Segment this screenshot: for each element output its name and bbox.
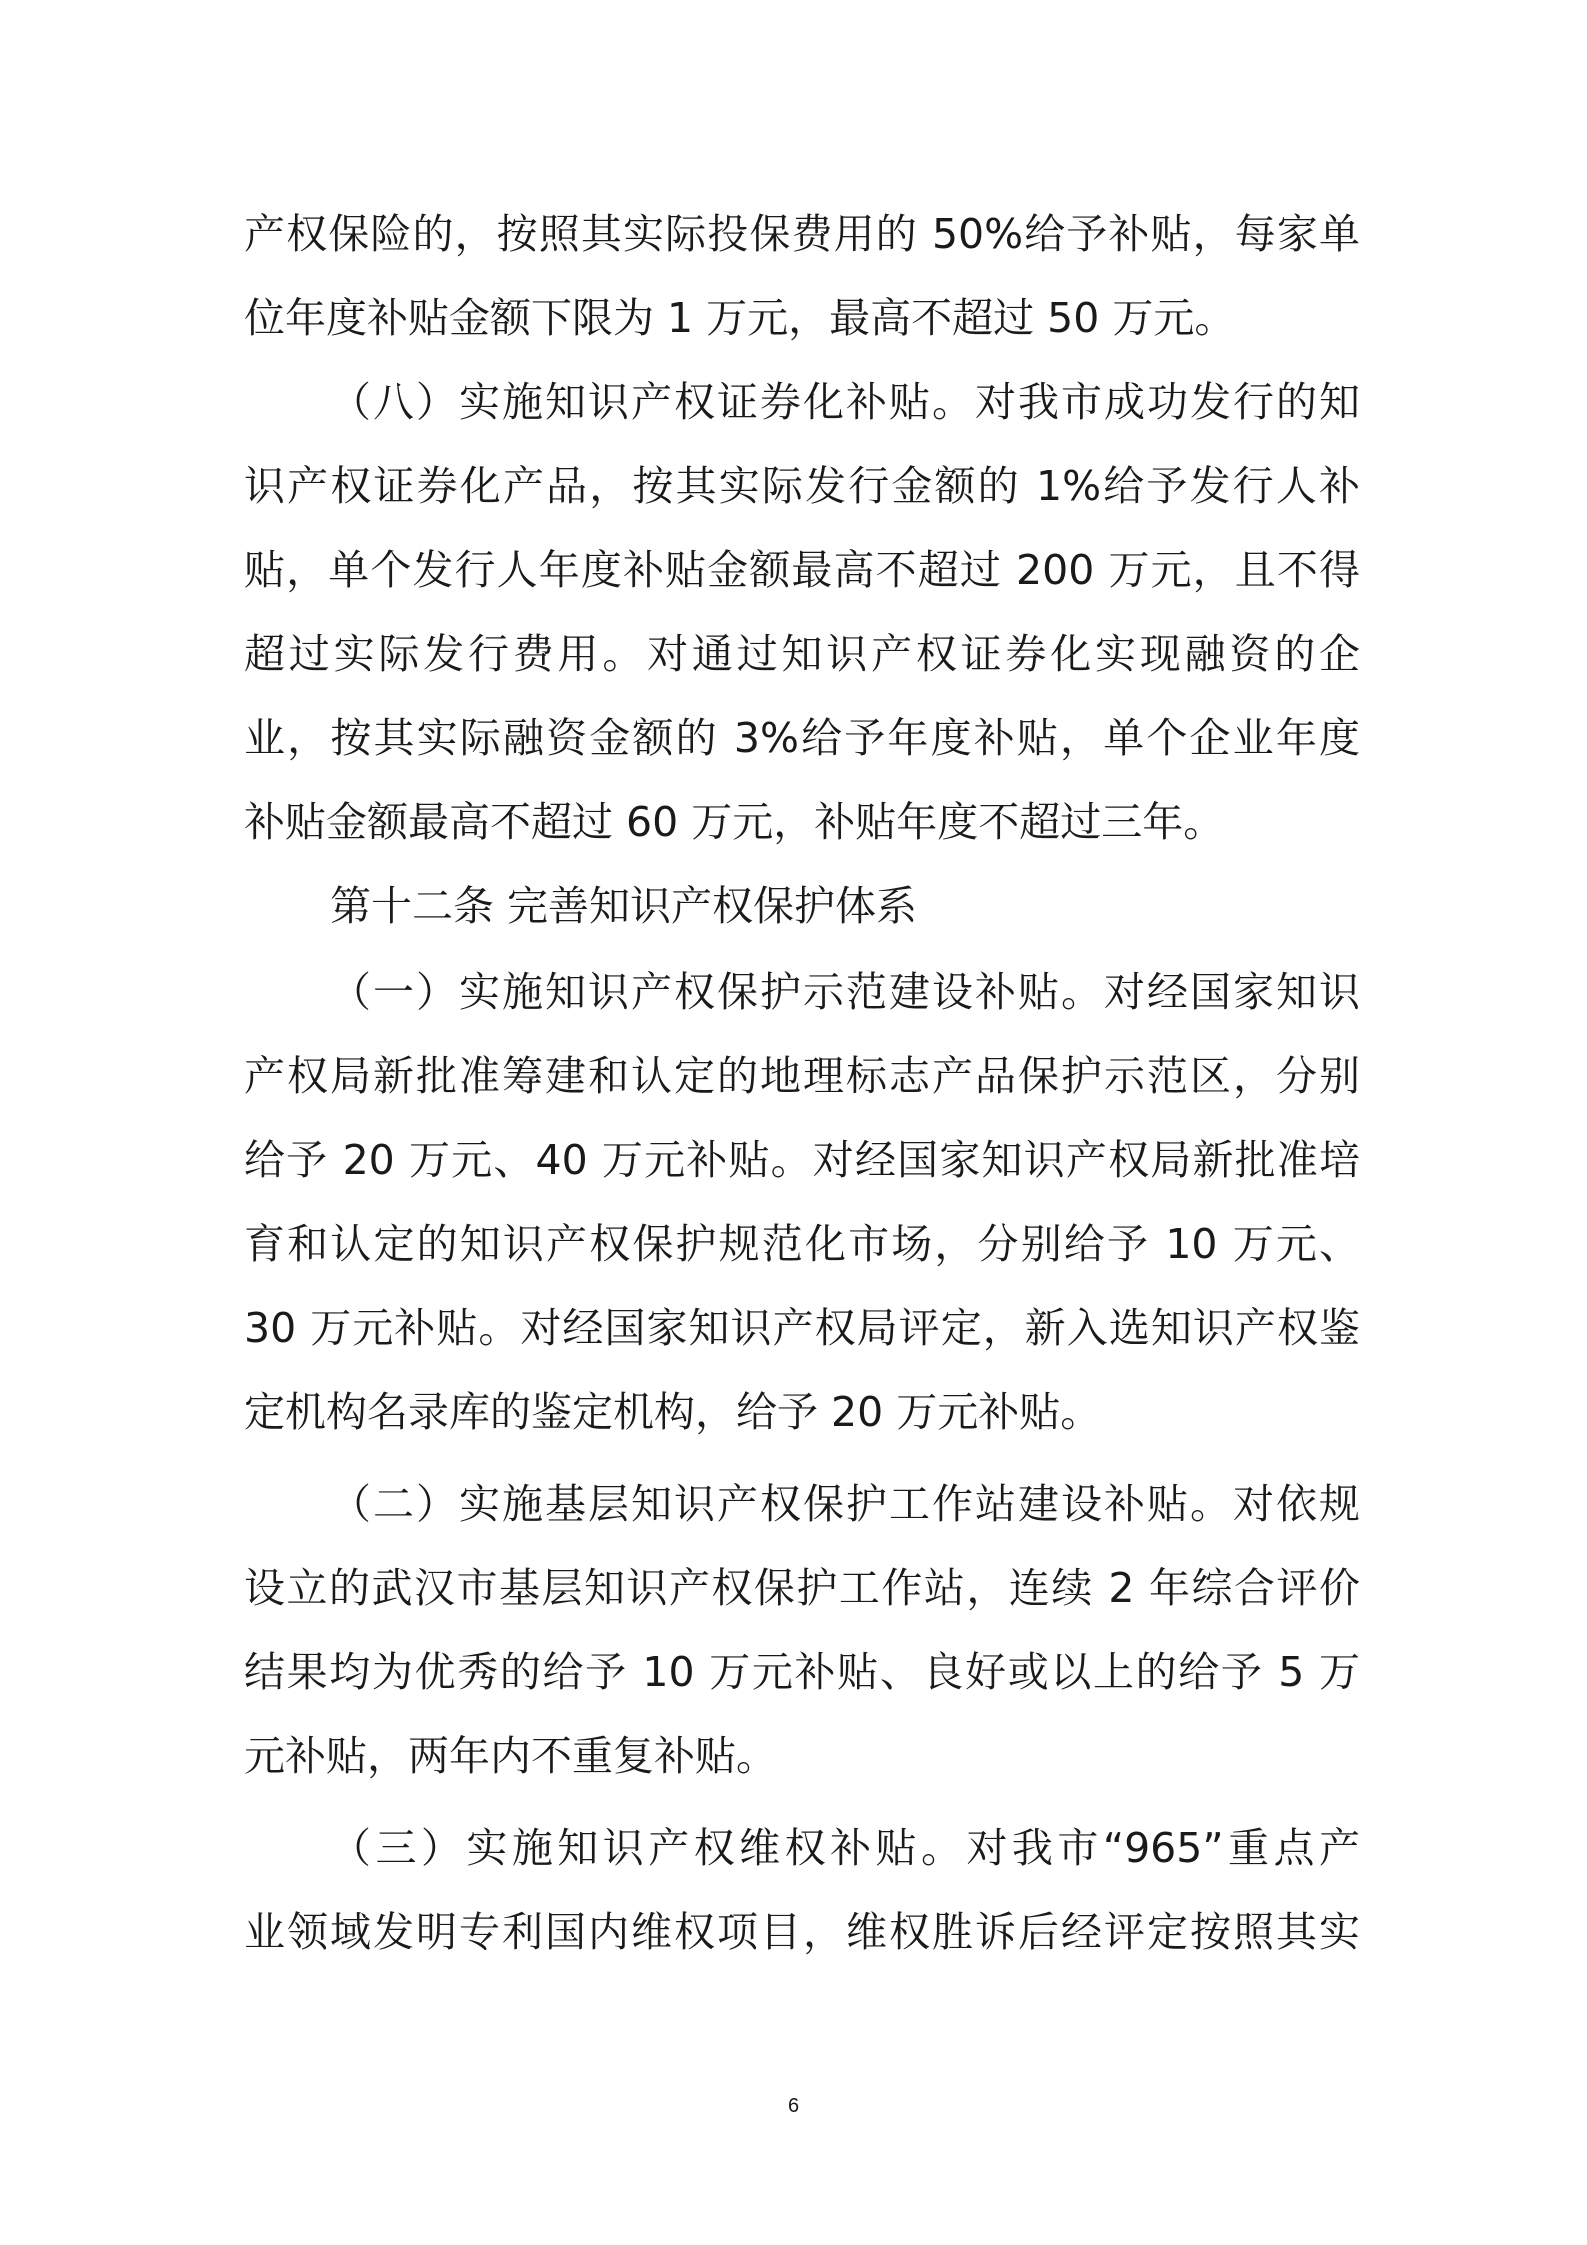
text-line: 业领域发明专利国内维权项目，维权胜诉后经评定按照其实 xyxy=(244,1908,1360,1956)
text-line: 30 万元补贴。对经国家知识产权局评定，新入选知识产权鉴 xyxy=(244,1304,1360,1352)
text-line: 产权保险的，按照其实际投保费用的 50%给予补贴，每家单 xyxy=(244,210,1360,258)
text-line: 设立的武汉市基层知识产权保护工作站，连续 2 年综合评价 xyxy=(244,1564,1360,1612)
text-line: （三）实施知识产权维权补贴。对我市“965”重点产 xyxy=(330,1824,1360,1872)
text-line: 位年度补贴金额下限为 1 万元，最高不超过 50 万元。 xyxy=(244,294,1236,342)
text-line: 产权局新批准筹建和认定的地理标志产品保护示范区，分别 xyxy=(244,1052,1360,1100)
text-line: 业，按其实际融资金额的 3%给予年度补贴，单个企业年度 xyxy=(244,714,1360,762)
text-line: 识产权证券化产品，按其实际发行金额的 1%给予发行人补 xyxy=(244,462,1360,510)
text-line: （二）实施基层知识产权保护工作站建设补贴。对依规 xyxy=(330,1480,1360,1528)
text-line: 结果均为优秀的给予 10 万元补贴、良好或以上的给予 5 万 xyxy=(244,1648,1360,1696)
page-number: 6 xyxy=(787,2095,800,2117)
text-line: 超过实际发行费用。对通过知识产权证券化实现融资的企 xyxy=(244,630,1360,678)
text-line: （八）实施知识产权证券化补贴。对我市成功发行的知 xyxy=(330,378,1360,426)
article-heading: 第十二条 完善知识产权保护体系 xyxy=(330,882,918,930)
text-line: 育和认定的知识产权保护规范化市场，分别给予 10 万元、 xyxy=(244,1220,1360,1268)
text-line: （一）实施知识产权保护示范建设补贴。对经国家知识 xyxy=(330,968,1360,1016)
text-line: 补贴金额最高不超过 60 万元，补贴年度不超过三年。 xyxy=(244,798,1225,846)
text-line: 给予 20 万元、40 万元补贴。对经国家知识产权局新批准培 xyxy=(244,1136,1360,1184)
text-line: 元补贴，两年内不重复补贴。 xyxy=(244,1732,777,1780)
text-line: 定机构名录库的鉴定机构，给予 20 万元补贴。 xyxy=(244,1388,1102,1436)
text-line: 贴，单个发行人年度补贴金额最高不超过 200 万元，且不得 xyxy=(244,546,1360,594)
